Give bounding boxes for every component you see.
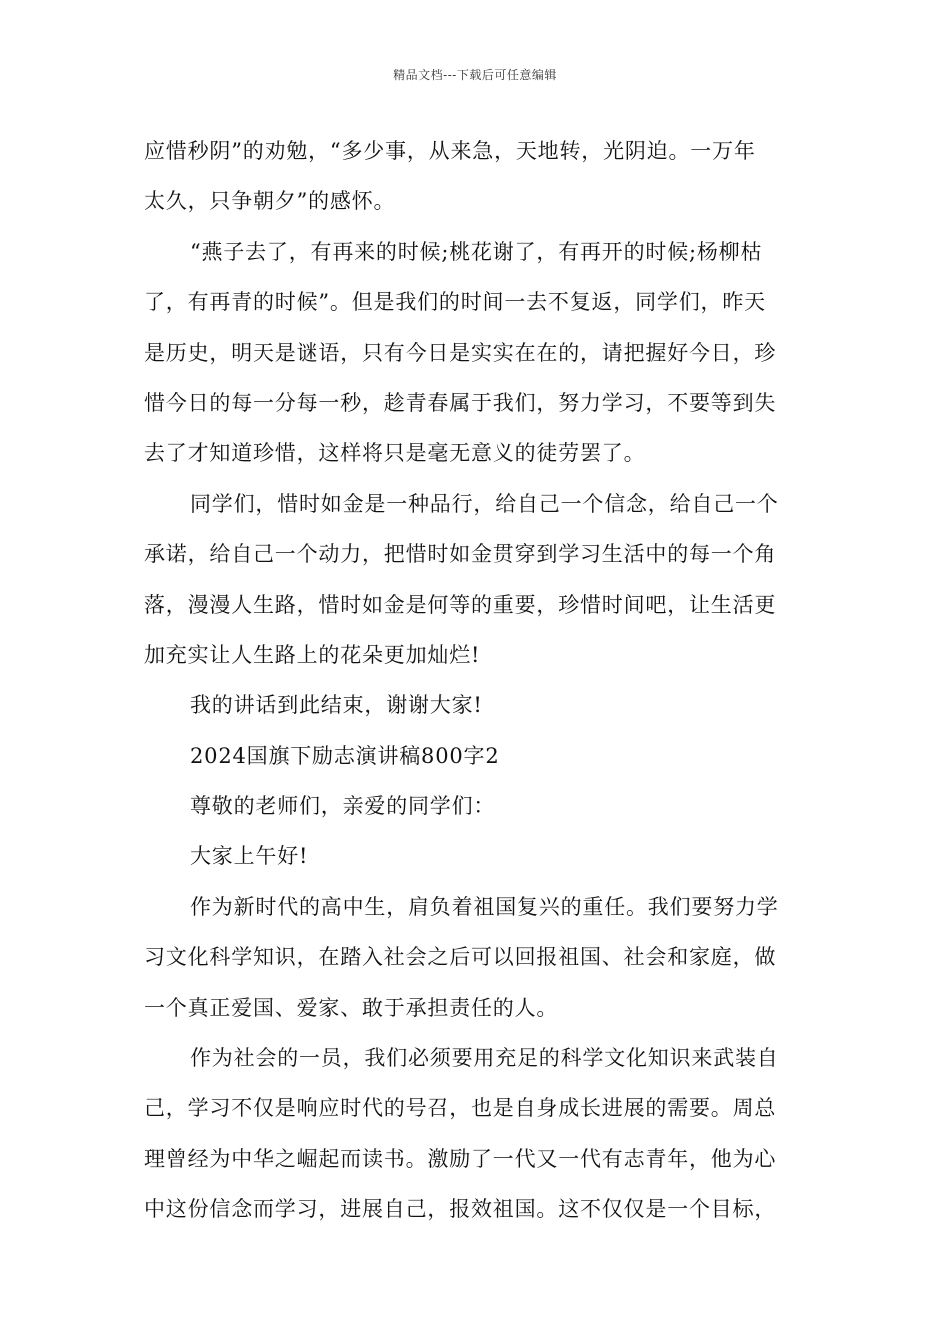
- paragraph-line: 我的讲话到此结束，谢谢大家!: [190, 693, 483, 718]
- text-line: 习文化科学知识，在踏入社会之后可以回报祖国、社会和家庭，做: [144, 945, 777, 970]
- paragraph-start-line: 同学们，惜时如金是一种品行，给自己一个信念，给自己一个: [190, 491, 779, 516]
- text-line: 一个真正爱国、爱家、敢于承担责任的人。: [144, 995, 559, 1020]
- text-line: 中这份信念而学习，进展自己，报效祖国。这不仅仅是一个目标，: [144, 1197, 777, 1222]
- text-line: 太久，只争朝夕”的感怀。: [144, 189, 396, 214]
- section-title: 2024国旗下励志演讲稿800字2: [190, 743, 500, 768]
- paragraph-start-line: “燕子去了，有再来的时候;桃花谢了，有再开的时候;杨柳枯: [190, 239, 763, 264]
- text-line: 是历史，明天是谜语，只有今日是实实在在的，请把握好今日，珍: [144, 340, 777, 365]
- text-line: 应惜秒阴”的劝勉，“多少事，从来急，天地转，光阴迫。一万年: [144, 139, 756, 163]
- document-body: [144, 128, 806, 1237]
- text-line: 了，有再青的时候”。但是我们的时间一去不复返，同学们，昨天: [144, 290, 766, 315]
- text-line: 落，漫漫人生路，惜时如金是何等的重要，珍惜时间吧，让生活更: [144, 592, 777, 617]
- text-line: 承诺，给自己一个动力，把惜时如金贯穿到学习生活中的每一个角: [144, 542, 777, 567]
- text-line: 理曾经为中华之崛起而读书。激励了一代又一代有志青年，他为心: [144, 1146, 777, 1171]
- text-line: 去了才知道珍惜，这样将只是毫无意义的徒劳罢了。: [144, 441, 646, 466]
- salutation-line: 尊敬的老师们，亲爱的同学们：: [190, 794, 496, 819]
- text-line: 加充实让人生路上的花朵更加灿烂!: [144, 642, 481, 667]
- text-line: 己，学习不仅是响应时代的号召，也是自身成长进展的需要。周总: [144, 1096, 777, 1121]
- page-header: 精品文档---下载后可任意编辑: [393, 68, 557, 82]
- paragraph-start-line: 作为新时代的高中生，肩负着祖国复兴的重任。我们要努力学: [190, 894, 779, 919]
- greeting-line: 大家上午好!: [190, 844, 309, 869]
- paragraph-start-line: 作为社会的一员，我们必须要用充足的科学文化知识来武装自: [190, 1046, 779, 1071]
- text-line: 惜今日的每一分每一秒，趁青春属于我们，努力学习，不要等到失: [144, 390, 777, 415]
